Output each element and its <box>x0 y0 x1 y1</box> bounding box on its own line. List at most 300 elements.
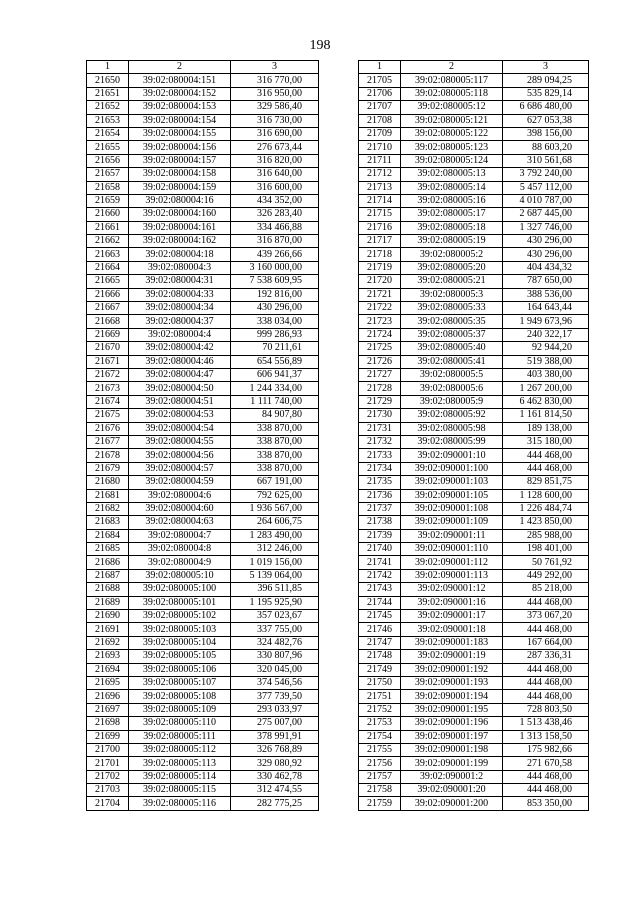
table-row <box>359 610 589 623</box>
value-cell: 396 511,85 <box>231 583 319 596</box>
row-number-cell: 21759 <box>359 797 401 810</box>
table-row <box>359 288 589 301</box>
value-cell: 338 870,00 <box>231 449 319 462</box>
table-row <box>359 315 589 328</box>
cadastral-number-cell: 39:02:080004:7 <box>129 529 231 542</box>
table-row <box>87 315 319 328</box>
register-table-left <box>86 60 319 811</box>
table-row <box>87 757 319 770</box>
cadastral-number-cell: 39:02:080005:41 <box>401 355 503 368</box>
cadastral-number-cell: 39:02:090001:103 <box>401 476 503 489</box>
row-number-cell: 21687 <box>87 569 129 582</box>
value-cell: 444 468,00 <box>503 596 589 609</box>
cadastral-number-cell: 39:02:090001:18 <box>401 623 503 636</box>
row-number-cell: 21662 <box>87 235 129 248</box>
value-cell: 198 401,00 <box>503 543 589 556</box>
row-number-cell: 21703 <box>87 784 129 797</box>
row-number-cell: 21691 <box>87 623 129 636</box>
table-row <box>359 74 589 87</box>
row-number-cell: 21741 <box>359 556 401 569</box>
table-row <box>87 489 319 502</box>
cadastral-number-cell: 39:02:080005:117 <box>401 74 503 87</box>
row-number-cell: 21683 <box>87 516 129 529</box>
value-cell: 2 687 445,00 <box>503 208 589 221</box>
value-cell: 338 870,00 <box>231 435 319 448</box>
table-header-row <box>359 61 589 74</box>
cadastral-number-cell: 39:02:090001:19 <box>401 650 503 663</box>
cadastral-number-cell: 39:02:080004:161 <box>129 221 231 234</box>
value-cell: 316 640,00 <box>231 168 319 181</box>
table-row <box>87 663 319 676</box>
row-number-cell: 21718 <box>359 248 401 261</box>
row-number-cell: 21746 <box>359 623 401 636</box>
table-row <box>359 703 589 716</box>
value-cell: 1 111 740,00 <box>231 395 319 408</box>
row-number-cell: 21690 <box>87 610 129 623</box>
row-number-cell: 21714 <box>359 194 401 207</box>
value-cell: 5 457 112,00 <box>503 181 589 194</box>
row-number-cell: 21747 <box>359 636 401 649</box>
cadastral-number-cell: 39:02:080005:123 <box>401 141 503 154</box>
table-row <box>87 368 319 381</box>
table-row <box>87 409 319 422</box>
value-cell: 192 816,00 <box>231 288 319 301</box>
row-number-cell: 21695 <box>87 676 129 689</box>
cadastral-number-cell: 39:02:080005:12 <box>401 101 503 114</box>
row-number-cell: 21698 <box>87 717 129 730</box>
cadastral-number-cell: 39:02:090001:112 <box>401 556 503 569</box>
row-number-cell: 21676 <box>87 422 129 435</box>
cadastral-number-cell: 39:02:080004:162 <box>129 235 231 248</box>
row-number-cell: 21724 <box>359 328 401 341</box>
table-row <box>87 194 319 207</box>
value-cell: 535 829,14 <box>503 87 589 100</box>
table-row <box>359 208 589 221</box>
row-number-cell: 21702 <box>87 770 129 783</box>
row-number-cell: 21737 <box>359 502 401 515</box>
row-number-cell: 21753 <box>359 717 401 730</box>
cadastral-number-cell: 39:02:080004:156 <box>129 141 231 154</box>
table-row <box>87 717 319 730</box>
table-row <box>359 435 589 448</box>
value-cell: 316 770,00 <box>231 74 319 87</box>
row-number-cell: 21748 <box>359 650 401 663</box>
cadastral-number-cell: 39:02:080004:4 <box>129 328 231 341</box>
cadastral-number-cell: 39:02:080005:5 <box>401 368 503 381</box>
table-row <box>359 690 589 703</box>
table-row <box>359 275 589 288</box>
table-row <box>87 261 319 274</box>
table-row <box>359 489 589 502</box>
table-row <box>87 583 319 596</box>
row-number-cell: 21728 <box>359 382 401 395</box>
row-number-cell: 21684 <box>87 529 129 542</box>
cadastral-number-cell: 39:02:080004:42 <box>129 342 231 355</box>
value-cell: 444 468,00 <box>503 462 589 475</box>
row-number-cell: 21692 <box>87 636 129 649</box>
row-number-cell: 21701 <box>87 757 129 770</box>
row-number-cell: 21651 <box>87 87 129 100</box>
cadastral-number-cell: 39:02:080004:8 <box>129 543 231 556</box>
row-number-cell: 21673 <box>87 382 129 395</box>
cadastral-number-cell: 39:02:080004:3 <box>129 261 231 274</box>
table-row <box>87 770 319 783</box>
row-number-cell: 21653 <box>87 114 129 127</box>
value-cell: 1 267 200,00 <box>503 382 589 395</box>
value-cell: 378 991,91 <box>231 730 319 743</box>
value-cell: 1 128 600,00 <box>503 489 589 502</box>
row-number-cell: 21744 <box>359 596 401 609</box>
table-row <box>359 168 589 181</box>
table-row <box>87 556 319 569</box>
row-number-cell: 21696 <box>87 690 129 703</box>
cadastral-number-cell: 39:02:080005:121 <box>401 114 503 127</box>
value-cell: 240 322,17 <box>503 328 589 341</box>
row-number-cell: 21743 <box>359 583 401 596</box>
value-cell: 70 211,61 <box>231 342 319 355</box>
cadastral-number-cell: 39:02:090001:110 <box>401 543 503 556</box>
table-row <box>87 623 319 636</box>
table-row <box>87 502 319 515</box>
row-number-cell: 21678 <box>87 449 129 462</box>
row-number-cell: 21650 <box>87 74 129 87</box>
table-row <box>87 730 319 743</box>
table-row <box>87 275 319 288</box>
value-cell: 326 768,89 <box>231 743 319 756</box>
column-header-number: 1 <box>359 61 401 74</box>
cadastral-number-cell: 39:02:080005:9 <box>401 395 503 408</box>
cadastral-number-cell: 39:02:080005:103 <box>129 623 231 636</box>
cadastral-number-cell: 39:02:090001:192 <box>401 663 503 676</box>
table-row <box>359 502 589 515</box>
table-row <box>359 650 589 663</box>
row-number-cell: 21652 <box>87 101 129 114</box>
row-number-cell: 21661 <box>87 221 129 234</box>
table-row <box>359 302 589 315</box>
table-row <box>359 797 589 810</box>
table-header-row <box>87 61 319 74</box>
column-header-cadastral: 2 <box>129 61 231 74</box>
cadastral-number-cell: 39:02:080005:2 <box>401 248 503 261</box>
value-cell: 444 468,00 <box>503 623 589 636</box>
cadastral-number-cell: 39:02:080005:14 <box>401 181 503 194</box>
value-cell: 287 336,31 <box>503 650 589 663</box>
value-cell: 388 536,00 <box>503 288 589 301</box>
cadastral-number-cell: 39:02:080004:46 <box>129 355 231 368</box>
cadastral-number-cell: 39:02:080005:116 <box>129 797 231 810</box>
table-row <box>359 556 589 569</box>
table-row <box>359 328 589 341</box>
value-cell: 338 034,00 <box>231 315 319 328</box>
value-cell: 316 730,00 <box>231 114 319 127</box>
value-cell: 654 556,89 <box>231 355 319 368</box>
cadastral-number-cell: 39:02:090001:195 <box>401 703 503 716</box>
value-cell: 175 982,66 <box>503 743 589 756</box>
cadastral-number-cell: 39:02:080004:37 <box>129 315 231 328</box>
cadastral-number-cell: 39:02:080004:51 <box>129 395 231 408</box>
cadastral-number-cell: 39:02:080005:109 <box>129 703 231 716</box>
table-row <box>359 663 589 676</box>
row-number-cell: 21757 <box>359 770 401 783</box>
cadastral-number-cell: 39:02:080004:33 <box>129 288 231 301</box>
cadastral-number-cell: 39:02:080004:57 <box>129 462 231 475</box>
left-table-body <box>87 61 319 811</box>
cadastral-number-cell: 39:02:080004:159 <box>129 181 231 194</box>
row-number-cell: 21750 <box>359 676 401 689</box>
row-number-cell: 21672 <box>87 368 129 381</box>
value-cell: 293 033,97 <box>231 703 319 716</box>
cadastral-number-cell: 39:02:080004:6 <box>129 489 231 502</box>
table-row <box>87 743 319 756</box>
row-number-cell: 21709 <box>359 127 401 140</box>
value-cell: 3 160 000,00 <box>231 261 319 274</box>
value-cell: 337 755,00 <box>231 623 319 636</box>
value-cell: 430 296,00 <box>503 235 589 248</box>
row-number-cell: 21730 <box>359 409 401 422</box>
table-row <box>359 382 589 395</box>
table-row <box>87 596 319 609</box>
table-row <box>87 101 319 114</box>
table-row <box>359 462 589 475</box>
table-row <box>359 248 589 261</box>
value-cell: 271 670,58 <box>503 757 589 770</box>
value-cell: 999 286,93 <box>231 328 319 341</box>
table-row <box>359 636 589 649</box>
table-row <box>87 395 319 408</box>
table-row <box>87 449 319 462</box>
row-number-cell: 21677 <box>87 435 129 448</box>
row-number-cell: 21697 <box>87 703 129 716</box>
table-row <box>87 569 319 582</box>
cadastral-number-cell: 39:02:090001:100 <box>401 462 503 475</box>
cadastral-number-cell: 39:02:090001:198 <box>401 743 503 756</box>
row-number-cell: 21742 <box>359 569 401 582</box>
table-row <box>87 703 319 716</box>
table-row <box>359 261 589 274</box>
value-cell: 282 775,25 <box>231 797 319 810</box>
value-cell: 787 650,00 <box>503 275 589 288</box>
cadastral-number-cell: 39:02:080005:13 <box>401 168 503 181</box>
cadastral-number-cell: 39:02:080004:47 <box>129 368 231 381</box>
value-cell: 444 468,00 <box>503 449 589 462</box>
row-number-cell: 21675 <box>87 409 129 422</box>
cadastral-number-cell: 39:02:090001:12 <box>401 583 503 596</box>
table-row <box>87 342 319 355</box>
row-number-cell: 21711 <box>359 154 401 167</box>
row-number-cell: 21706 <box>359 87 401 100</box>
table-row <box>359 154 589 167</box>
table-row <box>359 368 589 381</box>
table-row <box>359 235 589 248</box>
value-cell: 449 292,00 <box>503 569 589 582</box>
row-number-cell: 21686 <box>87 556 129 569</box>
row-number-cell: 21666 <box>87 288 129 301</box>
column-header-value: 3 <box>503 61 589 74</box>
cadastral-number-cell: 39:02:090001:20 <box>401 784 503 797</box>
cadastral-number-cell: 39:02:080004:158 <box>129 168 231 181</box>
table-row <box>87 422 319 435</box>
cadastral-number-cell: 39:02:080005:18 <box>401 221 503 234</box>
cadastral-number-cell: 39:02:080005:100 <box>129 583 231 596</box>
row-number-cell: 21679 <box>87 462 129 475</box>
row-number-cell: 21657 <box>87 168 129 181</box>
cadastral-number-cell: 39:02:080004:160 <box>129 208 231 221</box>
table-row <box>359 101 589 114</box>
row-number-cell: 21663 <box>87 248 129 261</box>
cadastral-number-cell: 39:02:080004:63 <box>129 516 231 529</box>
value-cell: 377 739,50 <box>231 690 319 703</box>
row-number-cell: 21722 <box>359 302 401 315</box>
cadastral-number-cell: 39:02:080005:19 <box>401 235 503 248</box>
table-row <box>359 717 589 730</box>
row-number-cell: 21735 <box>359 476 401 489</box>
row-number-cell: 21756 <box>359 757 401 770</box>
row-number-cell: 21751 <box>359 690 401 703</box>
row-number-cell: 21739 <box>359 529 401 542</box>
table-row <box>359 114 589 127</box>
table-row <box>359 194 589 207</box>
row-number-cell: 21758 <box>359 784 401 797</box>
value-cell: 6 686 480,00 <box>503 101 589 114</box>
table-row <box>359 476 589 489</box>
table-row <box>87 650 319 663</box>
table-row <box>359 127 589 140</box>
row-number-cell: 21658 <box>87 181 129 194</box>
row-number-cell: 21755 <box>359 743 401 756</box>
value-cell: 1 327 746,00 <box>503 221 589 234</box>
row-number-cell: 21713 <box>359 181 401 194</box>
table-row <box>359 516 589 529</box>
value-cell: 92 944,20 <box>503 342 589 355</box>
value-cell: 189 138,00 <box>503 422 589 435</box>
value-cell: 316 870,00 <box>231 235 319 248</box>
row-number-cell: 21671 <box>87 355 129 368</box>
row-number-cell: 21699 <box>87 730 129 743</box>
table-row <box>87 141 319 154</box>
row-number-cell: 21734 <box>359 462 401 475</box>
value-cell: 315 180,00 <box>503 435 589 448</box>
row-number-cell: 21660 <box>87 208 129 221</box>
row-number-cell: 21719 <box>359 261 401 274</box>
value-cell: 1 195 925,90 <box>231 596 319 609</box>
value-cell: 1 283 490,00 <box>231 529 319 542</box>
cadastral-number-cell: 39:02:080005:110 <box>129 717 231 730</box>
cadastral-number-cell: 39:02:090001:2 <box>401 770 503 783</box>
table-row <box>359 757 589 770</box>
row-number-cell: 21732 <box>359 435 401 448</box>
table-row <box>359 529 589 542</box>
cadastral-number-cell: 39:02:080005:101 <box>129 596 231 609</box>
value-cell: 84 907,80 <box>231 409 319 422</box>
value-cell: 444 468,00 <box>503 784 589 797</box>
register-table-right <box>358 60 589 811</box>
value-cell: 276 673,44 <box>231 141 319 154</box>
row-number-cell: 21664 <box>87 261 129 274</box>
cadastral-number-cell: 39:02:080004:157 <box>129 154 231 167</box>
value-cell: 439 266,66 <box>231 248 319 261</box>
row-number-cell: 21682 <box>87 502 129 515</box>
table-row <box>359 355 589 368</box>
cadastral-number-cell: 39:02:080004:34 <box>129 302 231 315</box>
value-cell: 88 603,20 <box>503 141 589 154</box>
page-number: 198 <box>309 38 331 53</box>
cadastral-number-cell: 39:02:080005:111 <box>129 730 231 743</box>
value-cell: 430 296,00 <box>503 248 589 261</box>
table-row <box>87 676 319 689</box>
table-row <box>359 543 589 556</box>
cadastral-number-cell: 39:02:080005:3 <box>401 288 503 301</box>
cadastral-number-cell: 39:02:080005:99 <box>401 435 503 448</box>
table-row <box>359 770 589 783</box>
value-cell: 329 080,92 <box>231 757 319 770</box>
row-number-cell: 21669 <box>87 328 129 341</box>
value-cell: 85 218,00 <box>503 583 589 596</box>
table-row <box>87 529 319 542</box>
table-row <box>87 74 319 87</box>
cadastral-number-cell: 39:02:080005:37 <box>401 328 503 341</box>
value-cell: 373 067,20 <box>503 610 589 623</box>
cadastral-number-cell: 39:02:080004:16 <box>129 194 231 207</box>
table-row <box>359 395 589 408</box>
row-number-cell: 21659 <box>87 194 129 207</box>
column-header-number: 1 <box>87 61 129 74</box>
value-cell: 728 803,50 <box>503 703 589 716</box>
table-row <box>359 409 589 422</box>
table-row <box>359 784 589 797</box>
row-number-cell: 21655 <box>87 141 129 154</box>
cadastral-number-cell: 39:02:080004:50 <box>129 382 231 395</box>
value-cell: 167 664,00 <box>503 636 589 649</box>
row-number-cell: 21738 <box>359 516 401 529</box>
value-cell: 829 851,75 <box>503 476 589 489</box>
cadastral-number-cell: 39:02:080005:35 <box>401 315 503 328</box>
table-row <box>359 181 589 194</box>
cadastral-number-cell: 39:02:080005:124 <box>401 154 503 167</box>
value-cell: 4 010 787,00 <box>503 194 589 207</box>
table-row <box>87 208 319 221</box>
table-row <box>87 114 319 127</box>
cadastral-number-cell: 39:02:080005:102 <box>129 610 231 623</box>
cadastral-number-cell: 39:02:080004:31 <box>129 275 231 288</box>
table-row <box>87 690 319 703</box>
value-cell: 7 538 609,95 <box>231 275 319 288</box>
value-cell: 334 466,88 <box>231 221 319 234</box>
row-number-cell: 21725 <box>359 342 401 355</box>
value-cell: 667 191,00 <box>231 476 319 489</box>
value-cell: 627 053,38 <box>503 114 589 127</box>
column-header-cadastral: 2 <box>401 61 503 74</box>
table-row <box>359 583 589 596</box>
cadastral-number-cell: 39:02:080005:118 <box>401 87 503 100</box>
value-cell: 316 690,00 <box>231 127 319 140</box>
table-row <box>87 636 319 649</box>
cadastral-number-cell: 39:02:090001:17 <box>401 610 503 623</box>
row-number-cell: 21680 <box>87 476 129 489</box>
row-number-cell: 21707 <box>359 101 401 114</box>
value-cell: 264 606,75 <box>231 516 319 529</box>
row-number-cell: 21685 <box>87 543 129 556</box>
row-number-cell: 21733 <box>359 449 401 462</box>
value-cell: 316 950,00 <box>231 87 319 100</box>
value-cell: 1 936 567,00 <box>231 502 319 515</box>
cadastral-number-cell: 39:02:080005:10 <box>129 569 231 582</box>
cadastral-number-cell: 39:02:080004:155 <box>129 127 231 140</box>
cadastral-number-cell: 39:02:080004:153 <box>129 101 231 114</box>
row-number-cell: 21752 <box>359 703 401 716</box>
table-row <box>87 302 319 315</box>
value-cell: 275 007,00 <box>231 717 319 730</box>
cadastral-number-cell: 39:02:080005:6 <box>401 382 503 395</box>
